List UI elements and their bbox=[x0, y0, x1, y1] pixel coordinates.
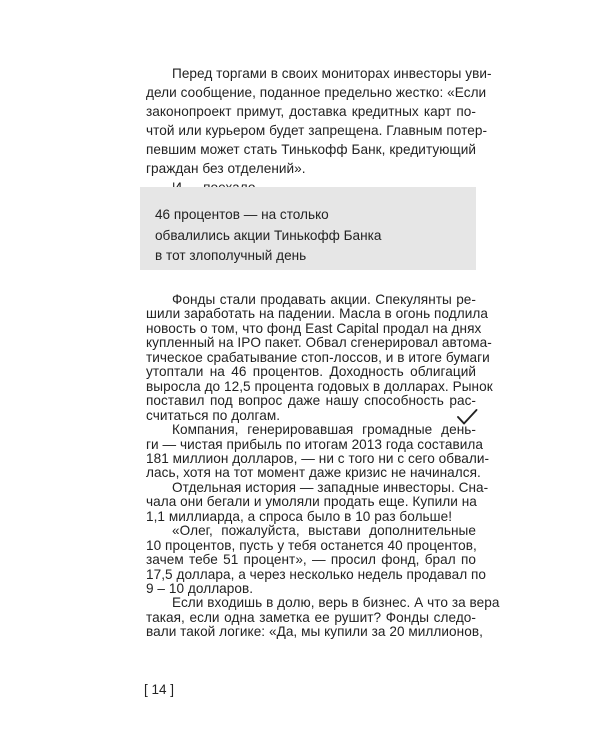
paragraph-line: чала они бегали и умоляли продать еще. Купили на bbox=[146, 494, 477, 510]
paragraph-line: Перед торгами в своих мониторах инвесторы уви- bbox=[172, 66, 492, 81]
paragraph-line: поставил под вопрос даже нашу способность рас- bbox=[146, 393, 476, 409]
paragraph-line: 17,5 доллара, а через несколько недель продавал по bbox=[146, 566, 487, 582]
paragraph-line: «Олег, пожалуйста, выстави дополнительные bbox=[172, 523, 476, 539]
paragraph-line: чтой или курьером будет запрещена. Главным потер- bbox=[146, 123, 488, 138]
page-number: [ 14 ] bbox=[144, 682, 175, 697]
paragraph-line: 9 – 10 долларов. bbox=[146, 581, 254, 596]
paragraph-line: 1,1 миллиарда, а спроса было в 10 раз больше! bbox=[146, 508, 453, 524]
paragraph-line: выросла до 12,5 процента годовых в долларах. Рынок bbox=[146, 378, 493, 394]
paragraph-line: Фонды стали продавать акции. Спекулянты ре- bbox=[172, 292, 476, 307]
callout-line: 46 процентов — на столько bbox=[155, 207, 329, 222]
paragraph-line: шили заработать на падении. Масла в огонь подлила bbox=[146, 306, 488, 322]
paragraph-line: законопроект примут, доставка кредитных карт по- bbox=[146, 104, 476, 119]
paragraph-line: певшим может стать Тинькофф Банк, кредитующий bbox=[146, 142, 476, 157]
paragraph-line: считаться по долгам. bbox=[146, 407, 281, 423]
paragraph-line: вали такой логике: «Да, мы купили за 20 миллионов, bbox=[146, 624, 483, 640]
callout-line: в тот злополучный день bbox=[155, 248, 307, 263]
paragraph-line: 181 миллион долларов, — ни с того ни с сего обвали- bbox=[146, 450, 490, 466]
paragraph-line: зачем тебе 51 процент», — просил фонд, брал по bbox=[146, 552, 476, 568]
paragraph-line: Отдельная история — западные инвесторы. Сна- bbox=[172, 479, 489, 495]
paragraph-line: ги — чистая прибыль по итогам 2013 года составила bbox=[146, 436, 483, 452]
paragraph-line: купленный на IPO пакет. Обвал сгенерировал автома- bbox=[146, 335, 492, 351]
paragraph-line: Компания, генерировавшая громадные день- bbox=[172, 422, 476, 438]
paragraph-line: такая, если одна заметка ее рушит? Фонды следо- bbox=[146, 609, 476, 625]
paragraph-line: дели сообщение, поданное предельно жестко: «Если bbox=[146, 85, 487, 100]
paragraph-line: тическое срабатывание стоп-лоссов, и в итоге бумаги bbox=[146, 349, 490, 365]
callout-box bbox=[140, 187, 476, 270]
paragraph-line: новость о том, что фонд East Capital продал на днях bbox=[146, 320, 482, 336]
paragraph-line: 10 процентов, пусть у тебя останется 40 процентов, bbox=[146, 537, 477, 553]
paragraph-line: Если входишь в долю, верь в бизнес. А что за вера bbox=[172, 595, 500, 611]
paragraph-line: лась, хотя на тот момент даже кризис не начинался. bbox=[146, 465, 481, 481]
callout-line: обвалились акции Тинькофф Банка bbox=[155, 227, 382, 243]
paragraph-line: граждан без отделений». bbox=[146, 161, 306, 176]
paragraph-line: утоптали на 46 процентов. Доходность облигаций bbox=[146, 364, 476, 380]
